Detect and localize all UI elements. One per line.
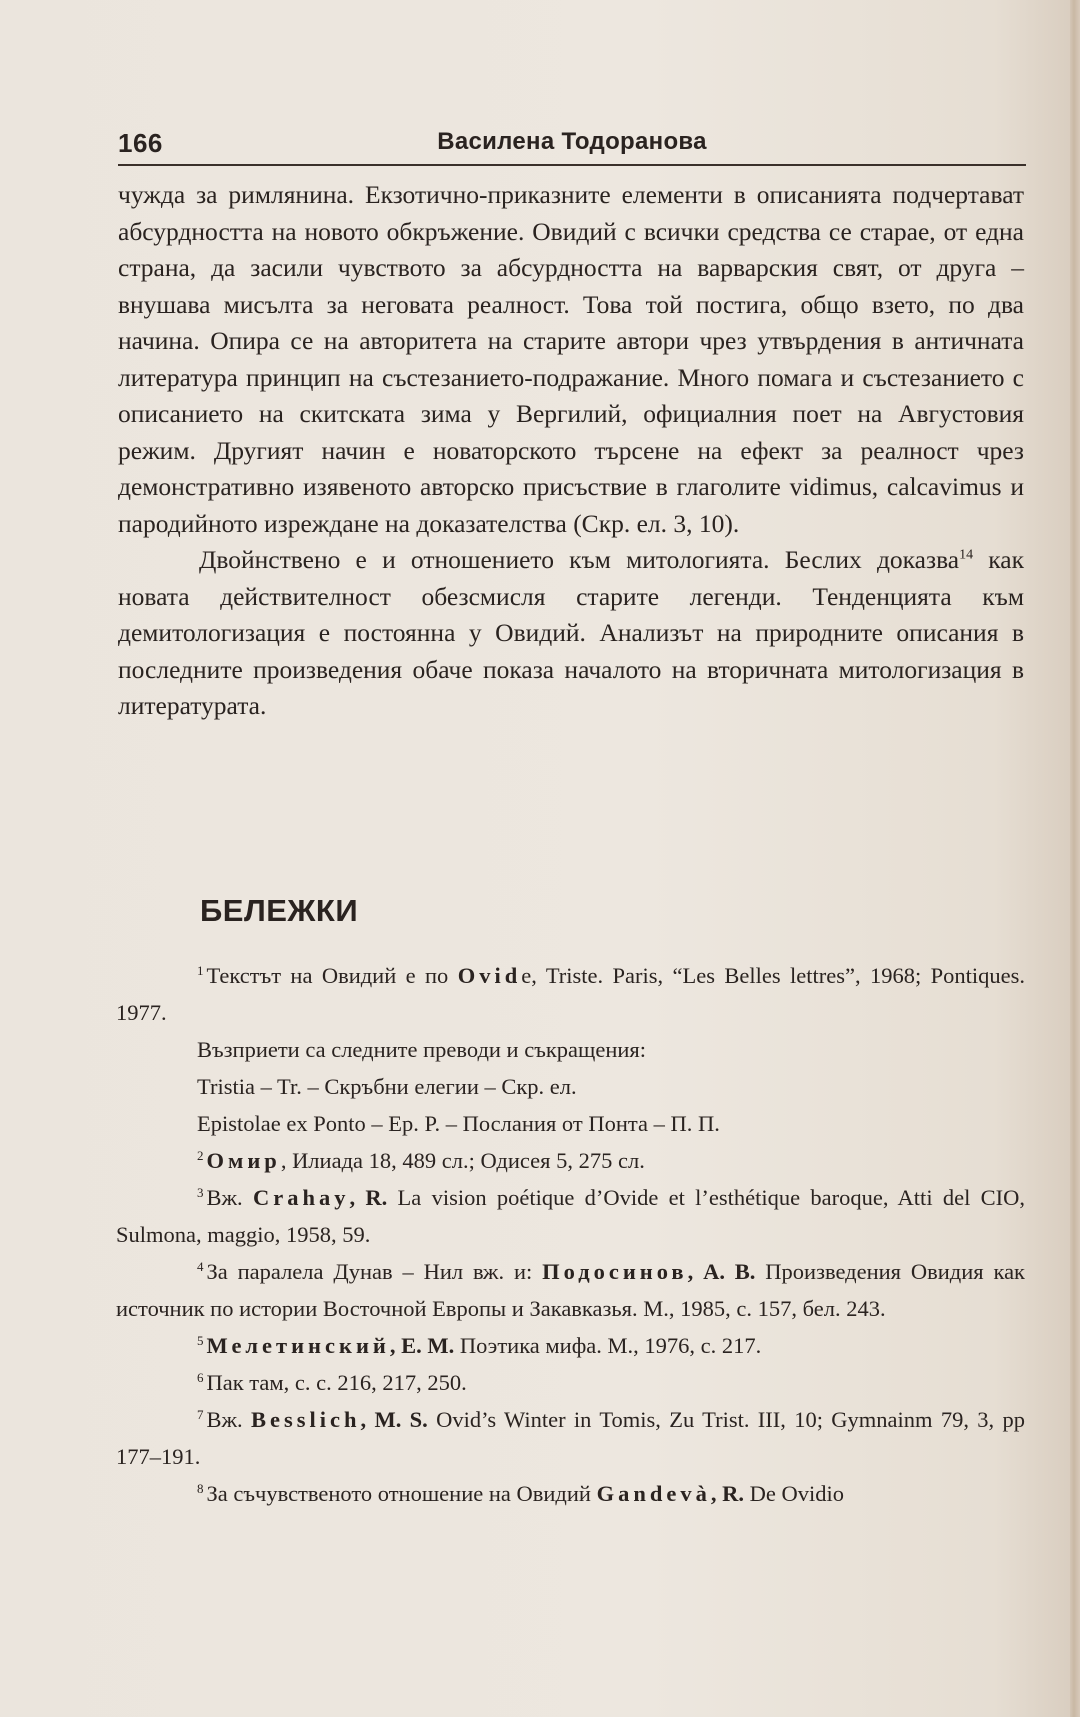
note-5 bbox=[116, 1327, 1025, 1364]
note-initials: , А. В. bbox=[687, 1259, 756, 1284]
note-3 bbox=[116, 1179, 1025, 1253]
main-text bbox=[118, 177, 1024, 725]
note-number: 7 bbox=[197, 1407, 204, 1422]
page-edge bbox=[1070, 0, 1080, 1717]
note-1-line: Epistolae ex Ponto – Ep. P. – Послания от Понта – П. П. bbox=[197, 1111, 720, 1136]
paragraph-text: как новата действителност обезсмисля старите легенди. Тенденцията към демитологизация е постоянна у Овидий. Анализът на природните описания в последните произведения обаче показа началото на вторичната митологизация в литературата. bbox=[118, 545, 1024, 720]
note-6 bbox=[116, 1364, 1025, 1401]
note-author: Gandevà bbox=[596, 1481, 711, 1506]
note-text: Ovid’s Winter in Tomis, Zu Trist. III, 10; Gymnainm 79, 3, pp 177–191. bbox=[116, 1407, 1025, 1469]
running-title: Василена Тодоранова bbox=[437, 128, 707, 155]
note-text: Вж. bbox=[206, 1185, 253, 1210]
notes-heading: БЕЛЕЖКИ bbox=[200, 893, 359, 928]
note-text: За съчувственото отношение на Овидий bbox=[206, 1481, 597, 1506]
note-text: За паралела Дунав – Нил вж. и: bbox=[206, 1259, 543, 1284]
note-author: Ovid bbox=[457, 963, 522, 988]
note-author: Мелетинский bbox=[206, 1333, 390, 1358]
note-text: , Илиада 18, 489 сл.; Одисея 5, 275 сл. bbox=[280, 1148, 645, 1173]
note-number: 2 bbox=[197, 1148, 204, 1163]
running-header bbox=[118, 124, 1026, 166]
note-author: Омир bbox=[206, 1148, 281, 1173]
note-number: 3 bbox=[197, 1185, 204, 1200]
note-text: Вж. bbox=[206, 1407, 251, 1432]
note-number: 6 bbox=[197, 1370, 204, 1385]
note-number: 5 bbox=[197, 1333, 204, 1348]
note-text: e, Triste. Paris, “Les Belles lettres”, 1968; Pontiques. 1977. bbox=[116, 963, 1025, 1025]
note-1-line: Възприети са следните преводи и съкращения: bbox=[197, 1037, 647, 1062]
note-number: 4 bbox=[197, 1259, 204, 1274]
note-author: Подосинов bbox=[542, 1259, 688, 1284]
note-initials: , R. bbox=[349, 1185, 388, 1210]
note-text: Текстът на Овидий е по bbox=[206, 963, 458, 988]
paragraph-text: Двойнствено е и отношението към митологията. Беслих доказва bbox=[199, 545, 960, 574]
note-text: La vision poétique d’Ovide et l’esthétique baroque, Atti del CIO, Sulmona, maggio, 1958, 59. bbox=[116, 1185, 1026, 1247]
note-text: De Ovidio bbox=[743, 1481, 844, 1506]
body-paragraph: чужда за римлянина. Екзотично-приказните елементи в описанията подчертават абсурдността на новото обкръжение. Овидий с всички средства се старае, от една страна, да засили чувството за абсурдността на варварския свят, от друга – внушава мисълта за неговата реалност. Това той постига, общо взето, по два начина. Опира се на авторитета на старите автори чрез утвърдения в античната литература принцип на състезанието-подражание. Много помага и състезанието с описанието на скитската зима у Вергилий, официалния поет на Августовия режим. Другият начин е новаторското търсене на ефект за реалност чрез демонстративно изявеното авторско присъствие в глаголите vidimus, calcavimus и пародийното изреждане на доказателства (Скр. ел. 3, 10). bbox=[118, 180, 1024, 538]
note-4 bbox=[116, 1253, 1025, 1327]
note-8 bbox=[116, 1475, 1025, 1512]
body-paragraph bbox=[118, 542, 1024, 725]
note-initials: , M. S. bbox=[360, 1407, 428, 1432]
note-2 bbox=[116, 1142, 1025, 1179]
footnote-reference: 14 bbox=[959, 547, 974, 563]
notes-list bbox=[116, 957, 1025, 1512]
note-text: Поэтика мифа. М., 1976, с. 217. bbox=[454, 1333, 762, 1358]
note-1 bbox=[116, 957, 1025, 1031]
note-author: Crahay bbox=[252, 1185, 350, 1210]
page-number: 166 bbox=[118, 128, 163, 158]
note-author: Besslich bbox=[251, 1407, 361, 1432]
note-1-line: Tristia – Tr. – Скръбни елегии – Скр. ел. bbox=[197, 1074, 577, 1099]
note-text: Произведения Овидия как источник по истории Восточной Европы и Закавказья. М., 1985, с. 157, бел. 243. bbox=[116, 1259, 1025, 1321]
note-number: 1 bbox=[197, 963, 204, 978]
note-initials: , Е. М. bbox=[389, 1333, 455, 1358]
note-7 bbox=[116, 1401, 1025, 1475]
note-number: 8 bbox=[197, 1481, 204, 1496]
note-initials: , R. bbox=[710, 1481, 744, 1506]
note-text: Пак там, с. с. 216, 217, 250. bbox=[206, 1370, 467, 1395]
